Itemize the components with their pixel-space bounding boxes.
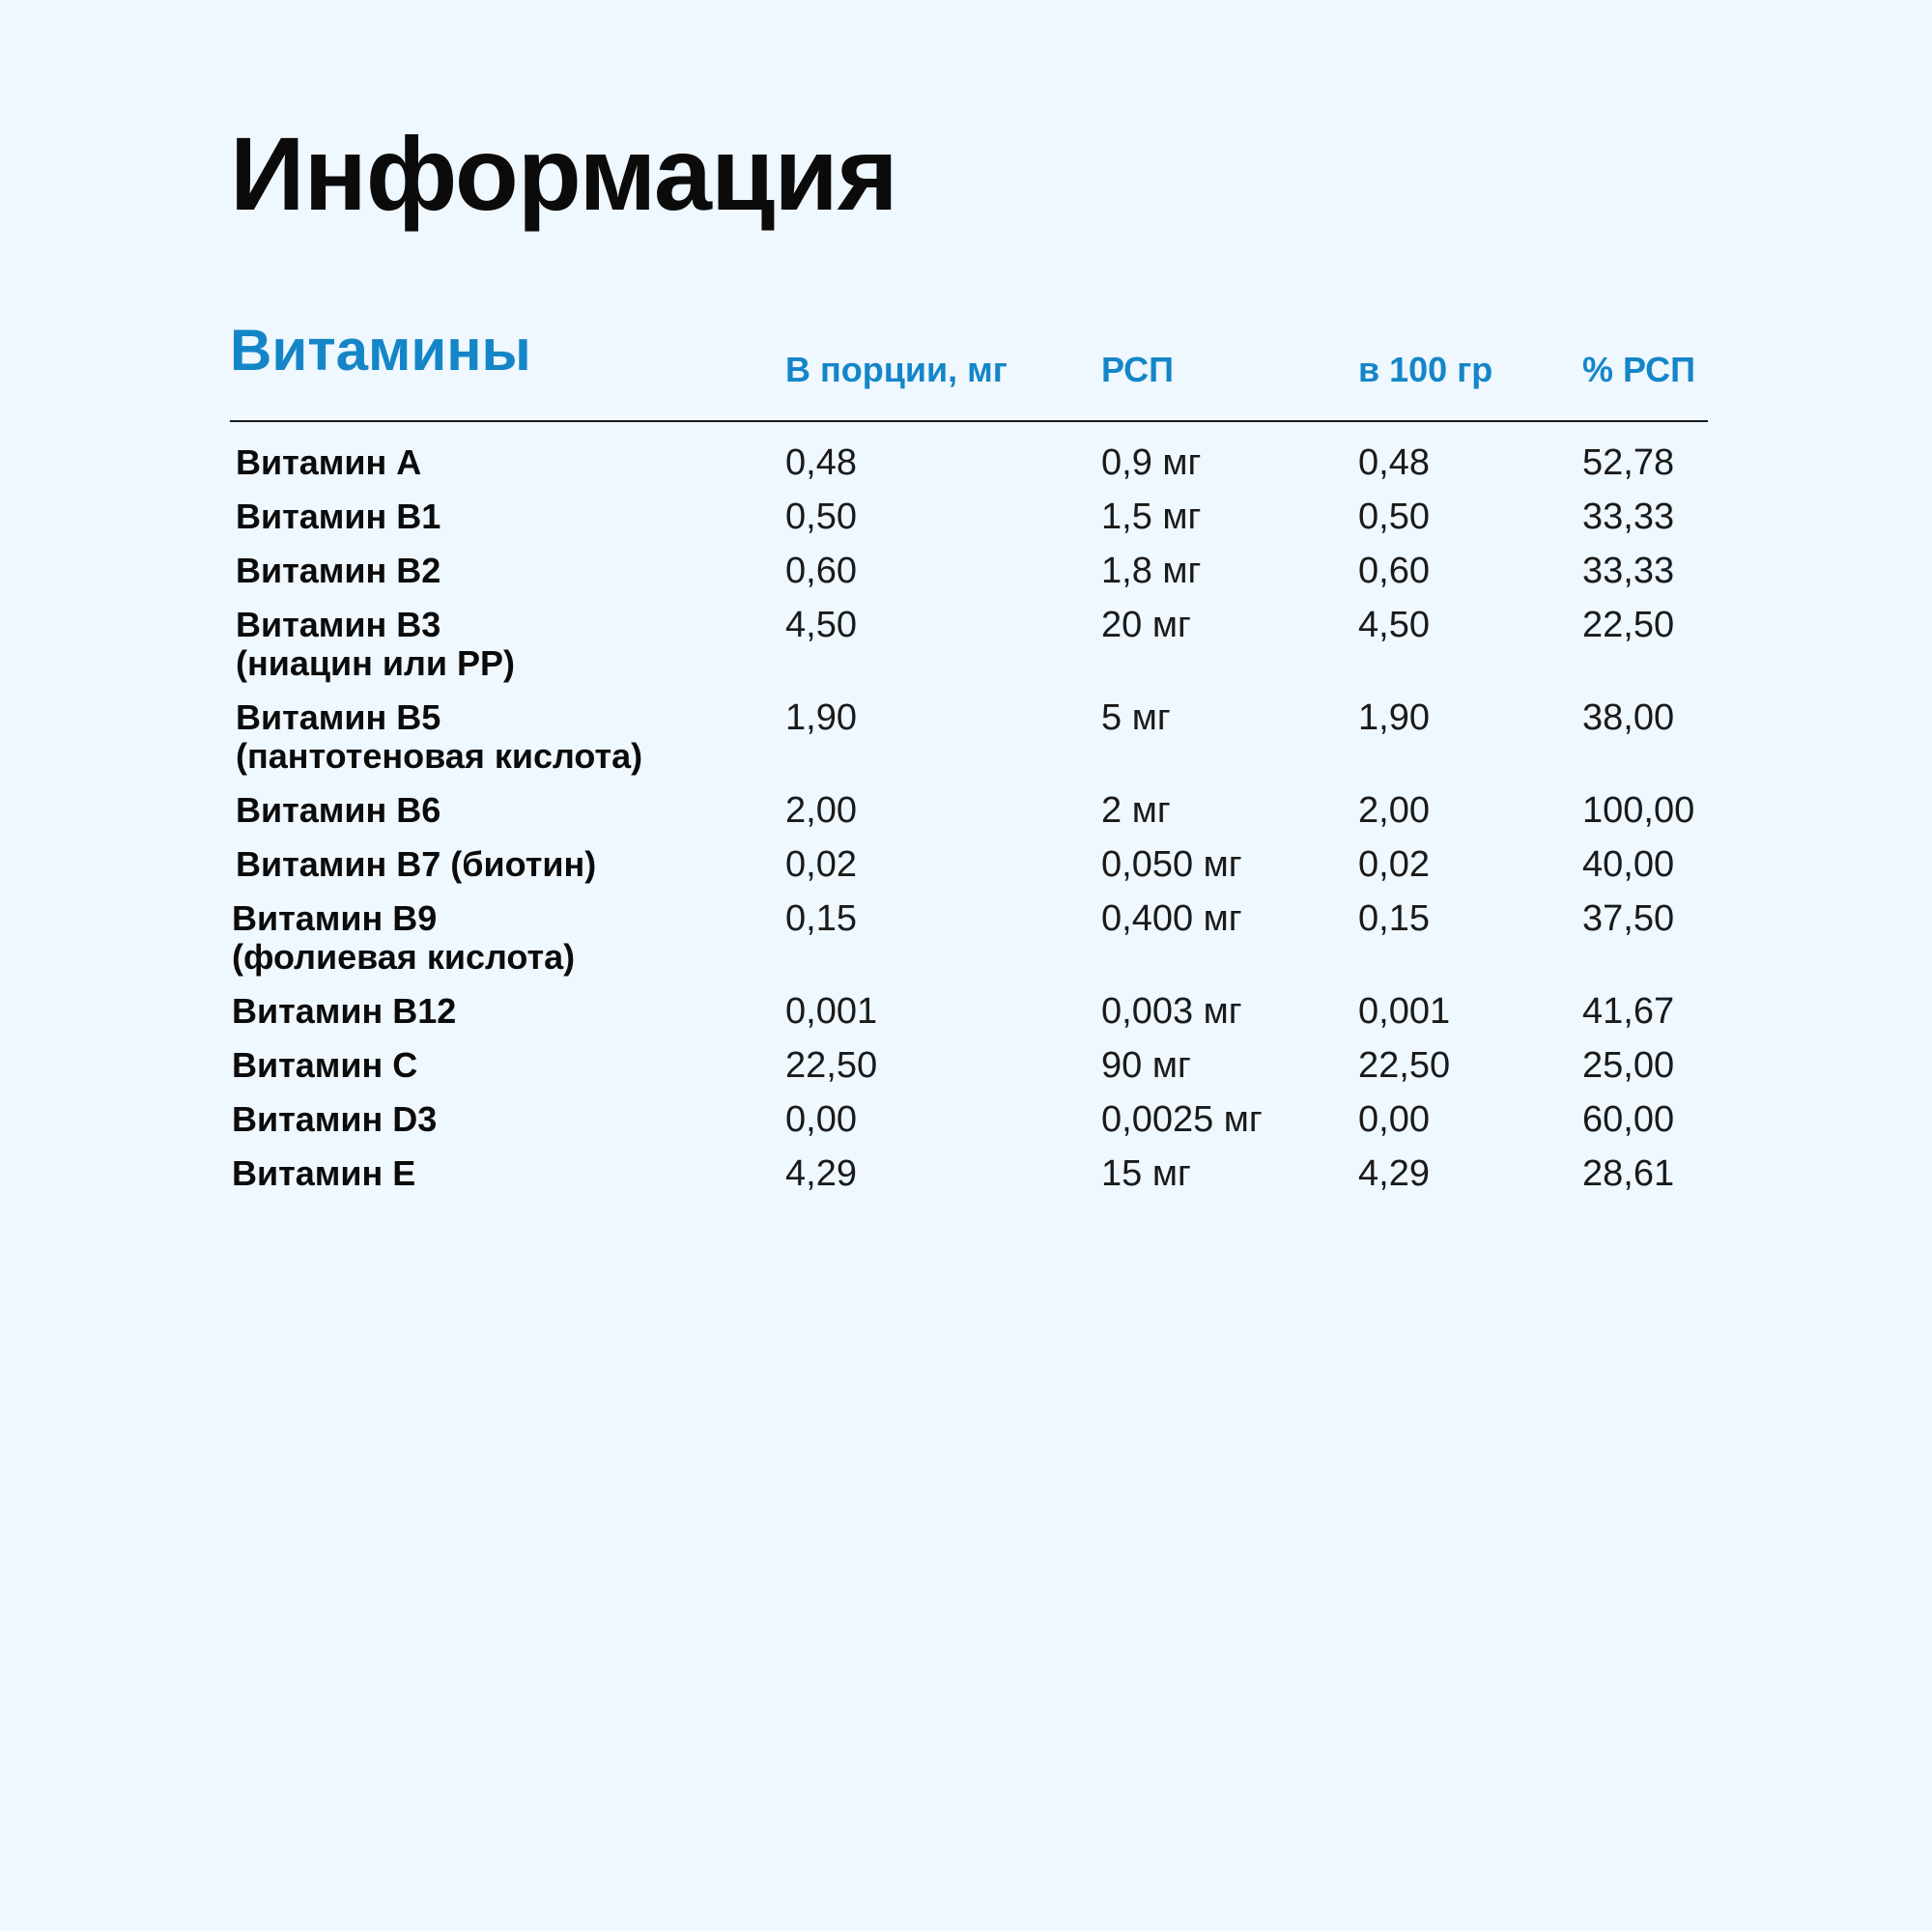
vitamin-name: Витамин С [232, 1045, 418, 1085]
rsp-percent-value: 33,33 [1582, 497, 1675, 537]
section-title: Витамины [230, 318, 531, 383]
table-row [230, 606, 1708, 698]
rsp-value: 20 мг [1101, 605, 1191, 645]
table-row [230, 791, 1708, 845]
page-title: Информация [230, 115, 897, 232]
per-100-value: 4,50 [1358, 605, 1430, 645]
vitamin-name: Витамин В2 [236, 551, 441, 590]
rsp-percent-value: 37,50 [1582, 898, 1675, 939]
portion-value: 1,90 [785, 697, 857, 738]
rsp-percent-value: 28,61 [1582, 1153, 1675, 1194]
portion-value: 4,29 [785, 1153, 857, 1194]
vitamin-name: Витамин В1 [236, 497, 441, 536]
portion-value: 0,15 [785, 898, 857, 939]
table-row [230, 899, 1708, 992]
rsp-percent-value: 25,00 [1582, 1045, 1675, 1086]
per-100-value: 0,001 [1358, 991, 1451, 1032]
vitamin-name: Витамин В3 (ниацин или РР) [236, 605, 516, 683]
per-100-value: 0,02 [1358, 844, 1430, 885]
vitamin-name: Витамин В12 [232, 991, 457, 1031]
rsp-value: 0,9 мг [1101, 442, 1202, 483]
table-row [230, 1046, 1708, 1100]
vitamin-name: Витамин В6 [236, 790, 441, 830]
rsp-percent-value: 41,67 [1582, 991, 1675, 1032]
table-header [230, 319, 1708, 422]
column-header-per-100: в 100 гр [1358, 350, 1493, 389]
per-100-value: 0,60 [1358, 551, 1430, 591]
rsp-percent-value: 100,00 [1582, 790, 1695, 831]
rsp-value: 0,003 мг [1101, 991, 1242, 1032]
column-header-portion: В порции, мг [785, 350, 1008, 389]
portion-value: 0,48 [785, 442, 857, 483]
vitamins-table [230, 319, 1708, 1208]
table-row [230, 698, 1708, 791]
table-row [230, 552, 1708, 606]
rsp-percent-value: 52,78 [1582, 442, 1675, 483]
table-row [230, 497, 1708, 552]
rsp-value: 0,050 мг [1101, 844, 1242, 885]
per-100-value: 0,50 [1358, 497, 1430, 537]
per-100-value: 4,29 [1358, 1153, 1430, 1194]
column-header-rsp: РСП [1101, 350, 1174, 389]
table-row [230, 992, 1708, 1046]
rsp-value: 1,8 мг [1101, 551, 1202, 591]
rsp-value: 0,400 мг [1101, 898, 1242, 939]
per-100-value: 2,00 [1358, 790, 1430, 831]
rsp-value: 0,0025 мг [1101, 1099, 1263, 1140]
table-row [230, 443, 1708, 497]
rsp-percent-value: 60,00 [1582, 1099, 1675, 1140]
vitamin-name: Витамин В9 (фолиевая кислота) [232, 898, 576, 977]
portion-value: 0,001 [785, 991, 878, 1032]
per-100-value: 22,50 [1358, 1045, 1451, 1086]
portion-value: 0,00 [785, 1099, 857, 1140]
rsp-value: 2 мг [1101, 790, 1171, 831]
rsp-percent-value: 22,50 [1582, 605, 1675, 645]
vitamin-name: Витамин В5 (пантотеновая кислота) [236, 697, 643, 776]
portion-value: 2,00 [785, 790, 857, 831]
table-row [230, 845, 1708, 899]
portion-value: 0,50 [785, 497, 857, 537]
per-100-value: 0,48 [1358, 442, 1430, 483]
vitamin-name: Витамин А [236, 442, 422, 482]
table-row [230, 1154, 1708, 1208]
portion-value: 4,50 [785, 605, 857, 645]
portion-value: 0,60 [785, 551, 857, 591]
table-row [230, 1100, 1708, 1154]
per-100-value: 1,90 [1358, 697, 1430, 738]
rsp-value: 1,5 мг [1101, 497, 1202, 537]
rsp-percent-value: 33,33 [1582, 551, 1675, 591]
rsp-value: 5 мг [1101, 697, 1171, 738]
per-100-value: 0,15 [1358, 898, 1430, 939]
vitamin-name: Витамин В7 (биотин) [236, 844, 597, 884]
rsp-value: 90 мг [1101, 1045, 1191, 1086]
rsp-percent-value: 38,00 [1582, 697, 1675, 738]
column-header-rsp-percent: % РСП [1582, 350, 1695, 389]
rsp-value: 15 мг [1101, 1153, 1191, 1194]
per-100-value: 0,00 [1358, 1099, 1430, 1140]
vitamin-name: Витамин Е [232, 1153, 416, 1193]
portion-value: 0,02 [785, 844, 857, 885]
vitamin-name: Витамин D3 [232, 1099, 438, 1139]
rsp-percent-value: 40,00 [1582, 844, 1675, 885]
table-body [230, 443, 1708, 1208]
portion-value: 22,50 [785, 1045, 878, 1086]
